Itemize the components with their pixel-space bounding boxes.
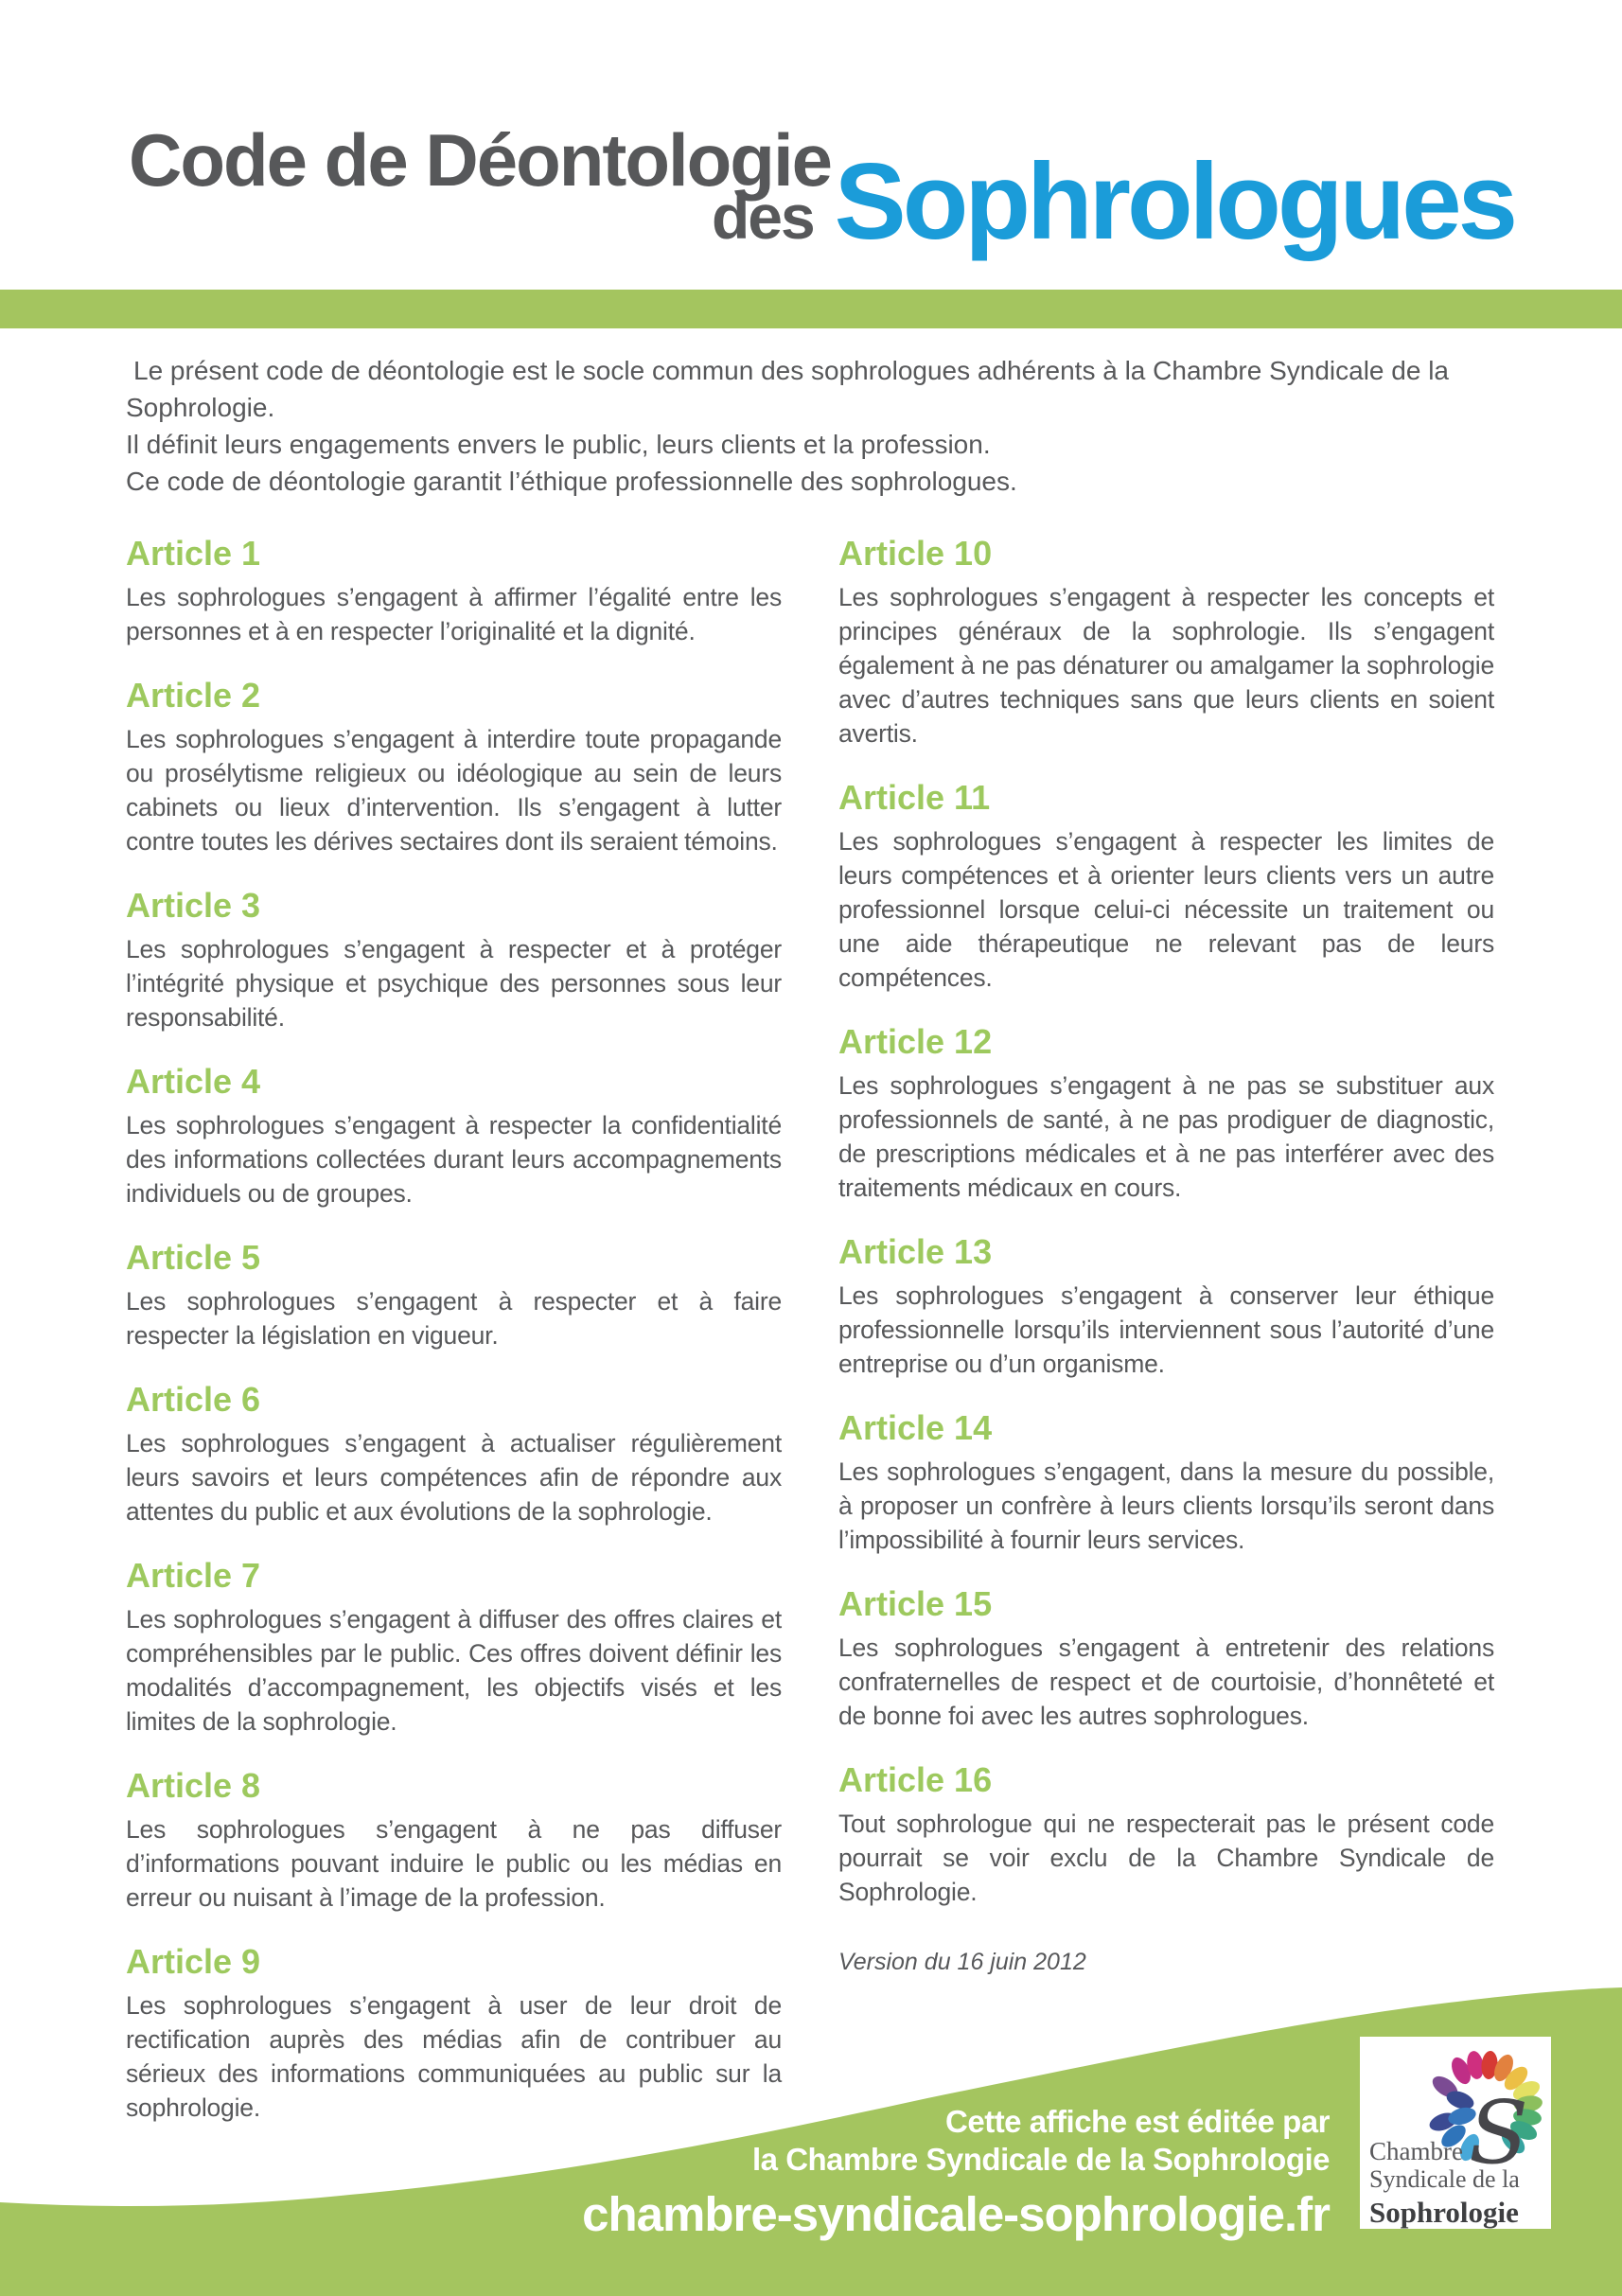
- article-heading: Article 2: [126, 676, 261, 715]
- intro-paragraph: Ce code de déontologie garantit l’éthique professionnelle des sophrologues.: [126, 467, 1017, 496]
- article: [838, 1585, 1494, 1733]
- article-body: Les sophrologues s’engagent à respecter les limites de leurs compétences et à orienter leurs clients vers un autre professionnel lorsque celui-ci nécessite un traitement ou une aide thérapeutique ne relevant pas de leurs compétences.: [838, 827, 1494, 992]
- article-heading: Article 6: [126, 1380, 261, 1419]
- title-main: Sophrologues: [834, 142, 1514, 262]
- article: [126, 887, 782, 1034]
- article-body: Tout sophrologue qui ne respecterait pas le présent code pourrait se voir exclu de la Chambre Syndicale de Sophrologie.: [838, 1810, 1494, 1906]
- article-body: Les sophrologues s’engagent à ne pas se substituer aux professionnels de santé, à ne pas prodiguer de diagnostic, de prescriptions médicales et à ne pas interférer avec des traitements médicaux en cours.: [838, 1071, 1494, 1202]
- article-body: Les sophrologues s’engagent à interdire toute propagande ou prosélytisme religieux ou idéologique au sein de leurs cabinets ou lieux d’intervention. Ils s’engagent à lutter contre toutes les dérives sectaires dont ils seraient témoins.: [126, 725, 782, 856]
- article-heading: Article 5: [126, 1238, 261, 1277]
- footer-line1: Cette affiche est éditée par: [945, 2104, 1330, 2139]
- article-heading: Article 7: [126, 1556, 261, 1595]
- article: [838, 1233, 1494, 1381]
- article: [838, 1409, 1494, 1557]
- logo-text-line2: Syndicale de la: [1369, 2165, 1520, 2193]
- article-body: Les sophrologues s’engagent à affirmer l’égalité entre les personnes et à en respecter l’originalité et la dignité.: [126, 583, 782, 645]
- article-heading: Article 13: [838, 1232, 993, 1271]
- page-title-line2: [712, 140, 1514, 264]
- article-body: Les sophrologues s’engagent à respecter et à faire respecter la législation en vigueur.: [126, 1287, 782, 1350]
- article-heading: Article 14: [838, 1408, 993, 1447]
- logo-text-line3: Sophrologie: [1369, 2196, 1519, 2229]
- article-body: Les sophrologues s’engagent à actualiser régulièrement leurs savoirs et leurs compétences afin de répondre aux attentes du public et aux évolutions de la sophrologie.: [126, 1429, 782, 1526]
- article-heading: Article 11: [838, 778, 991, 817]
- article-body: Les sophrologues s’engagent à respecter la confidentialité des informations collectées durant leurs accompagnements individuels ou de groupes.: [126, 1111, 782, 1208]
- organization-logo: [1360, 2037, 1551, 2229]
- article-body: Les sophrologues s’engagent, dans la mesure du possible, à proposer un confrère à leurs clients lorsqu’ils seront dans l’impossibilité à fournir leurs services.: [838, 1457, 1494, 1554]
- article-heading: Article 12: [838, 1022, 993, 1061]
- article: [126, 1239, 782, 1352]
- page-title-line1: Code de Déontologie: [129, 118, 831, 203]
- logo-trunk-letter: S: [1469, 2082, 1529, 2183]
- intro-section: [126, 352, 1495, 500]
- version-note: Version du 16 juin 2012: [838, 1949, 1086, 1975]
- article-body: Les sophrologues s’engagent à entretenir des relations confraternelles de respect et de courtoisie, d’honnêteté et de bonne foi avec les autres sophrologues.: [838, 1634, 1494, 1730]
- footer-website-url: chambre-syndicale-sophrologie.fr: [582, 2187, 1330, 2241]
- logo-text-line1: Chambre: [1369, 2137, 1463, 2165]
- article-heading: Article 10: [838, 534, 993, 573]
- article: [126, 677, 782, 858]
- article-heading: Article 3: [126, 886, 261, 925]
- article: [838, 535, 1494, 751]
- intro-paragraph: Le présent code de déontologie est le socle commun des sophrologues adhérents à la Chambre Syndicale de la Sophrologie.: [126, 356, 1449, 422]
- article: [126, 535, 782, 648]
- title-prefix: des: [711, 182, 814, 252]
- article: [838, 779, 1494, 995]
- green-band: [0, 290, 1622, 328]
- article-body: Les sophrologues s’engagent à respecter les concepts et principes généraux de la sophrologie. Ils s’engagent également à ne pas dénaturer ou amalgamer la sophrologie avec d’autres techniques sans que leurs clients en soient avertis.: [838, 583, 1494, 748]
- article-heading: Article 4: [126, 1062, 261, 1101]
- article: [126, 1767, 782, 1915]
- article: [126, 1063, 782, 1210]
- article-heading: Article 16: [838, 1760, 993, 1799]
- article-body: Les sophrologues s’engagent à ne pas diffuser d’informations pouvant induire le public ou les médias en erreur ou nuisant à l’image de la profession.: [126, 1815, 782, 1912]
- logo-tree-icon: [1360, 2037, 1551, 2229]
- article-body: Les sophrologues s’engagent à conserver leur éthique professionnelle lorsqu’ils interviennent sous l’autorité d’une entreprise ou d’un organisme.: [838, 1281, 1494, 1378]
- article-body: Les sophrologues s’engagent à diffuser des offres claires et compréhensibles par le public. Ces offres doivent définir les modalités d’accompagnement, les objectifs visés et les limites de la sophrologie.: [126, 1605, 782, 1736]
- article-heading: Article 1: [126, 534, 261, 573]
- intro-paragraph: Il définit leurs engagements envers le public, leurs clients et la profession.: [126, 430, 991, 459]
- articles-column-left: [126, 535, 782, 2153]
- article: [838, 1023, 1494, 1205]
- article-body: Les sophrologues s’engagent à respecter et à protéger l’intégrité physique et psychique des personnes sous leur responsabilité.: [126, 935, 782, 1032]
- article: [126, 1557, 782, 1739]
- article-heading: Article 15: [838, 1584, 993, 1623]
- article-heading: Article 9: [126, 1942, 261, 1981]
- article-heading: Article 8: [126, 1766, 261, 1805]
- articles-column-right: [838, 535, 1494, 1976]
- article-body: Les sophrologues s’engagent à user de leur droit de rectification auprès des médias afin de contribuer au sérieux des informations communiquées au public sur la sophrologie.: [126, 1991, 782, 2122]
- footer-text-block: [582, 2103, 1330, 2242]
- article: [126, 1381, 782, 1528]
- footer-line2: la Chambre Syndicale de la Sophrologie: [752, 2142, 1330, 2177]
- article: [838, 1761, 1494, 1909]
